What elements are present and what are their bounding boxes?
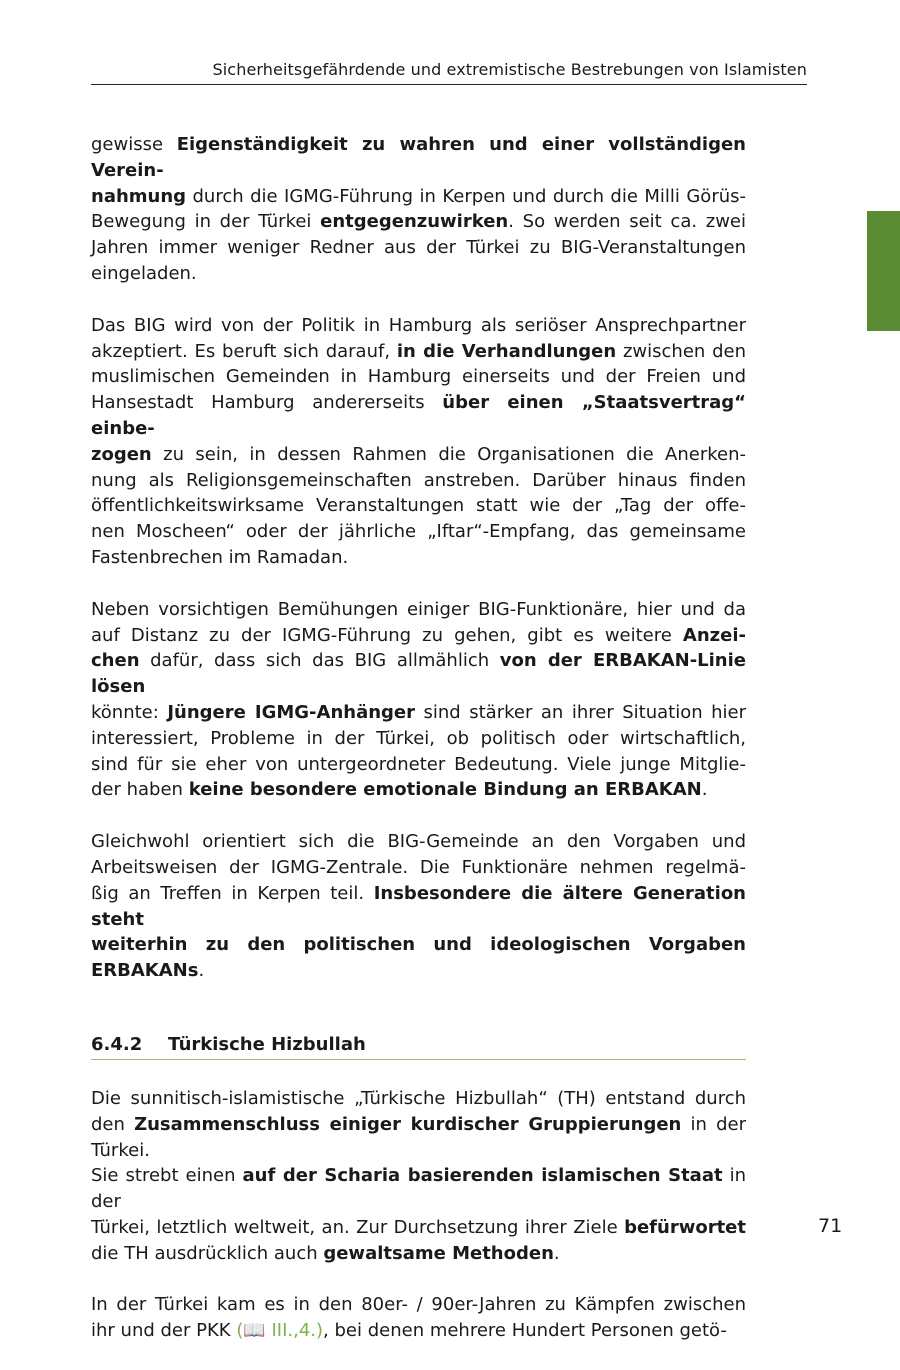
text-line [91, 261, 746, 287]
bold-emphasis: Anzei- [682, 624, 746, 646]
text-run: . [198, 960, 205, 982]
page-number: 71 [818, 1215, 843, 1237]
text-run: der haben [91, 779, 189, 801]
section-number: 6.4.2 [91, 1033, 143, 1055]
section-heading [91, 1034, 746, 1060]
text-run: , bei denen mehrere Hundert Personen getö- [323, 1320, 727, 1342]
text-run: muslimischen Gemeinden in Hamburg einerseits und der Freien und [91, 366, 746, 388]
text-run: Sie strebt einen [91, 1165, 243, 1187]
paragraph [91, 597, 746, 803]
running-header-title: Sicherheitsgefährdende und extremistische Bestrebungen von Islamisten [212, 60, 807, 79]
text-line [91, 1112, 746, 1164]
text-run: ßig an Treffen in Kerpen teil. [91, 882, 374, 904]
bold-emphasis: chen [91, 650, 140, 672]
text-run: nung als Religionsgemeinschaften anstreben. Darüber hinaus finden [91, 469, 746, 491]
text-line [91, 932, 746, 984]
text-line [91, 726, 746, 752]
body-paragraphs [91, 132, 746, 984]
text-run: auf Distanz zu der IGMG-Führung zu gehen, gibt es weitere [91, 624, 683, 646]
text-run: Die sunnitisch-islamistische „Türkische Hizbullah“ (TH) entstand durch [91, 1087, 746, 1109]
text-line [91, 752, 746, 778]
paragraph [91, 1292, 746, 1344]
text-run: . [553, 1242, 560, 1264]
paragraph [91, 829, 746, 984]
text-run: gewisse [91, 134, 177, 155]
text-run: Neben vorsichtigen Bemühungen einiger BIG-Funktionäre, hier und da [91, 598, 746, 620]
paragraph [91, 132, 746, 287]
text-line [91, 493, 746, 519]
text-run: die TH ausdrücklich auch [91, 1242, 324, 1264]
text-line [91, 442, 746, 468]
text-run: dafür, dass sich das BIG allmählich [139, 650, 500, 672]
bold-emphasis: befürwortet [624, 1216, 746, 1238]
bold-emphasis: von der ERBAKAN-Linie lösen [91, 650, 746, 698]
text-run: den [91, 1113, 135, 1135]
text-run: Das BIG wird von der Politik in Hamburg als seriöser Ansprechpartner [91, 314, 746, 336]
text-line [91, 313, 746, 339]
text-run: könnte: [91, 701, 168, 723]
paragraph [91, 313, 746, 571]
text-line [91, 184, 746, 210]
text-line [91, 364, 746, 390]
cross-reference-link[interactable]: (📖 III.,4.) [236, 1320, 324, 1342]
text-line [91, 1292, 746, 1318]
text-line [91, 881, 746, 933]
text-run: zwischen den [616, 340, 747, 362]
bold-emphasis: Zusammenschluss einiger kurdischer Gruppierungen [134, 1113, 682, 1135]
bold-emphasis: gewaltsame Methoden [323, 1242, 554, 1264]
bold-emphasis: über einen „Staatsvertrag“ einbe- [91, 392, 746, 439]
bold-emphasis: Insbesondere die ältere Generation steht [91, 882, 746, 930]
text-run: nen Moscheen“ oder der jährliche „Iftar“-Empfang, das gemeinsame [91, 521, 746, 543]
bold-emphasis: zogen [91, 443, 152, 465]
section-title: Türkische Hizbullah [168, 1033, 366, 1055]
bold-emphasis: nahmung [91, 185, 187, 207]
section-paragraphs [91, 1086, 746, 1344]
text-line [91, 700, 746, 726]
bold-emphasis: keine besondere emotionale Bindung an ERBAKAN [188, 779, 702, 801]
text-line [91, 648, 746, 700]
text-run: zu sein, in dessen Rahmen die Organisationen die Anerken- [151, 443, 746, 465]
text-run: In der Türkei kam es in den 80er- / 90er-Jahren zu Kämpfen zwischen [91, 1294, 746, 1316]
text-line [91, 829, 746, 855]
header-rule [91, 84, 807, 85]
text-line [91, 1086, 746, 1112]
text-run: eingeladen. [91, 262, 197, 284]
text-line [91, 777, 746, 803]
text-run: durch die IGMG-Führung in Kerpen und durch die Milli Görüs- [186, 185, 746, 207]
text-line [91, 209, 746, 235]
text-line [91, 597, 746, 623]
bold-emphasis: Eigenständigkeit zu wahren und einer vollständigen Verein- [91, 134, 746, 181]
page-body [91, 132, 746, 1370]
text-run: Gleichwohl orientiert sich die BIG-Gemeinde an den Vorgaben und [91, 831, 746, 853]
bold-emphasis: in die Verhandlungen [396, 340, 617, 362]
text-line [91, 855, 746, 881]
text-line [91, 1215, 746, 1241]
text-run: Fastenbrechen im Ramadan. [91, 546, 349, 568]
text-line [91, 1241, 746, 1267]
text-line [91, 390, 746, 442]
text-run: öffentlichkeitswirksame Veranstaltungen statt wie der „Tag der offe- [91, 495, 746, 517]
text-run: in der [91, 1165, 746, 1213]
text-line [91, 623, 746, 649]
text-line [91, 519, 746, 545]
text-line [91, 339, 746, 365]
text-run: sind für sie eher von untergeordneter Bedeutung. Viele junge Mitglie- [91, 753, 746, 775]
chapter-tab-marker [867, 211, 900, 331]
text-run: Arbeitsweisen der IGMG-Zentrale. Die Funktionäre nehmen regelmä- [91, 856, 746, 878]
paragraph [91, 1086, 746, 1267]
text-run: Hansestadt Hamburg andererseits [91, 392, 443, 414]
text-run: in der Türkei. [91, 1113, 746, 1161]
text-line [91, 1318, 746, 1344]
text-run: . So werden seit ca. zwei [508, 211, 746, 233]
bold-emphasis: weiterhin zu den politischen und ideologischen Vorgaben ERBAKANs [91, 934, 746, 982]
text-run: interessiert, Probleme in der Türkei, ob politisch oder wirtschaftlich, [91, 727, 746, 749]
text-line [91, 132, 746, 184]
text-run: sind stärker an ihrer Situation hier [415, 701, 747, 723]
text-run: akzeptiert. Es beruft sich darauf, [91, 340, 397, 362]
bold-emphasis: Jüngere IGMG-Anhänger [167, 701, 416, 723]
text-line [91, 468, 746, 494]
bold-emphasis: auf der Scharia basierenden islamischen Staat [242, 1165, 723, 1187]
text-line [91, 1163, 746, 1215]
text-run: Bewegung in der Türkei [91, 211, 321, 233]
text-line [91, 235, 746, 261]
text-run: Jahren immer weniger Redner aus der Türkei zu BIG-Veranstaltungen [91, 237, 746, 259]
text-run: ihr und der PKK [91, 1320, 237, 1342]
text-run: . [701, 779, 708, 801]
text-line [91, 545, 746, 571]
bold-emphasis: entgegenzuwirken [320, 211, 509, 233]
text-run: Türkei, letztlich weltweit, an. Zur Durchsetzung ihrer Ziele [91, 1216, 625, 1238]
